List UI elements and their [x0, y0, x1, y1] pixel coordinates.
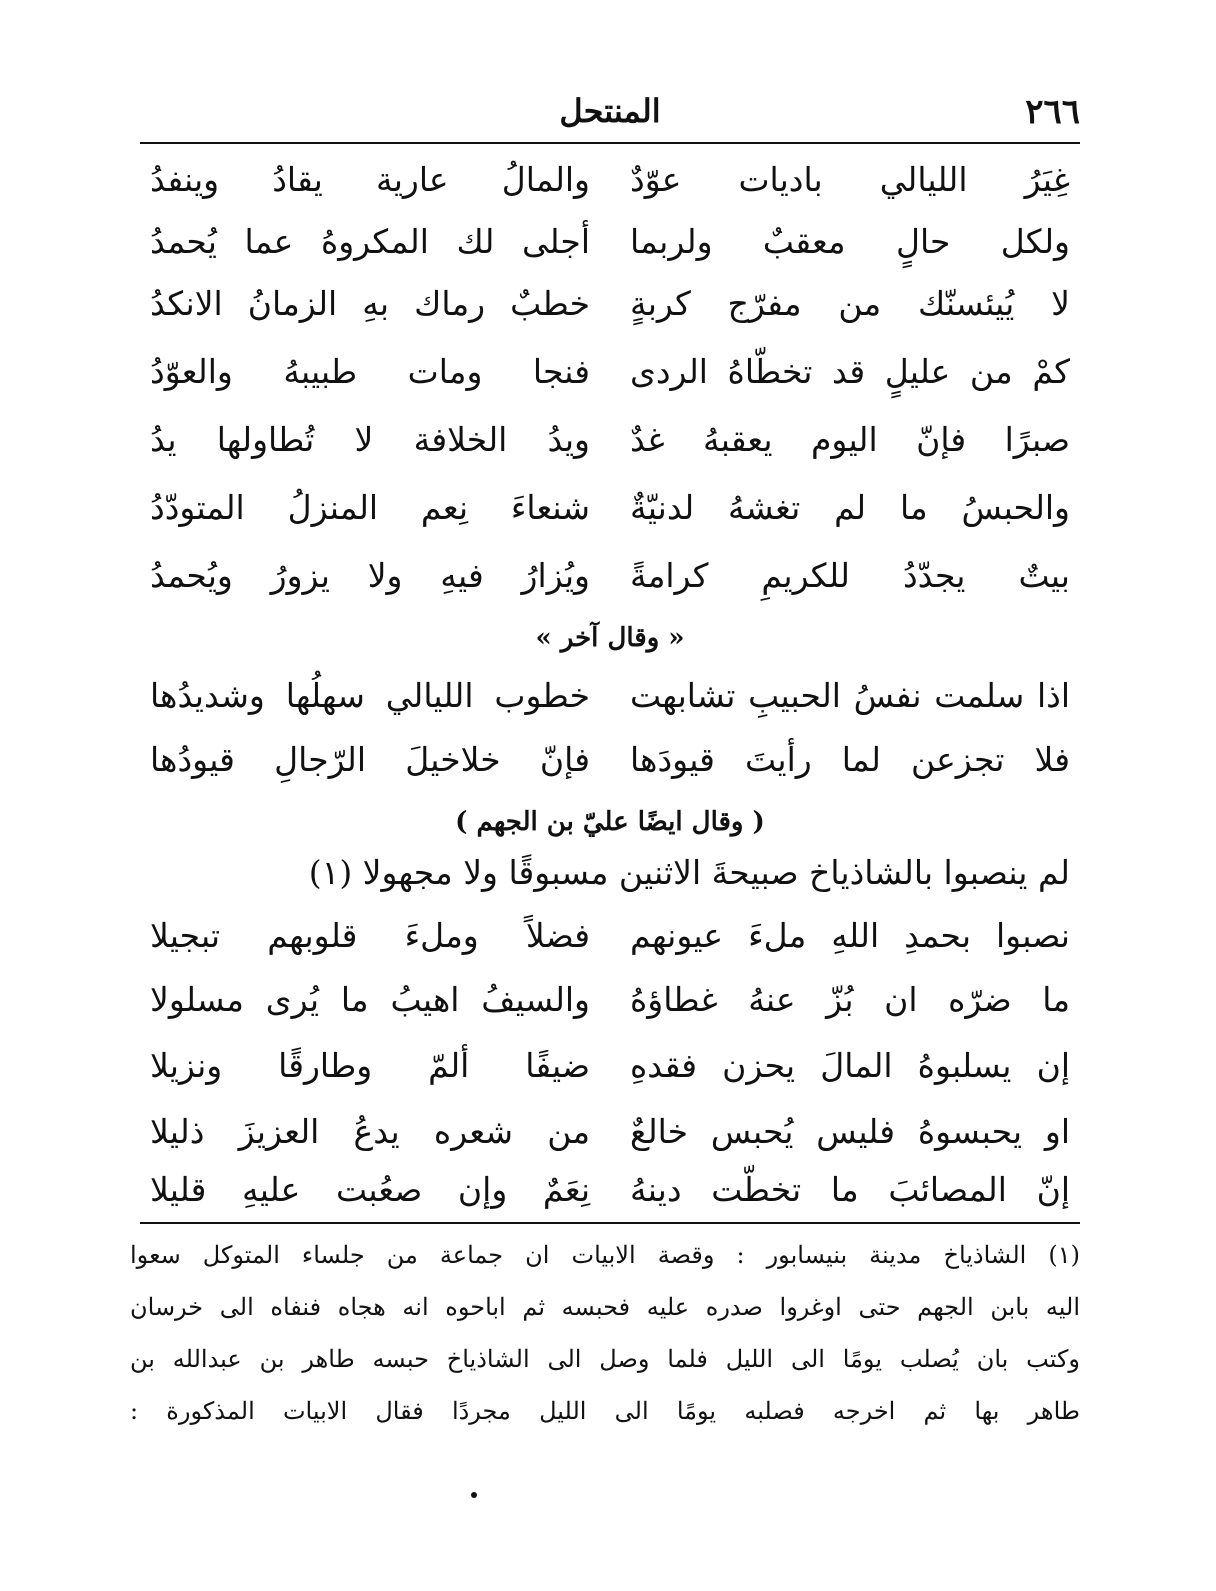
verse-line — [150, 274, 1070, 334]
second-hemistich: شنعاءَ نِعم المنزلُ المتودّدُ — [150, 488, 590, 527]
second-hemistich: ويدُ الخلافة لا تُطاولها يدُ — [150, 420, 590, 459]
second-hemistich: من شعره يدعُ العزيزَ ذليلا — [150, 1112, 590, 1151]
footnote-line: طاهر بها ثم اخرجه فصلبه يومًا الى الليل مجردًا فقال الابيات المذكورة : — [130, 1397, 1080, 1425]
first-hemistich: بيتٌ يجدّدُ للكريمِ كرامةً — [630, 556, 1070, 595]
verse-line — [150, 1036, 1070, 1096]
second-hemistich: والمالُ عارية يقادُ وينفدُ — [150, 160, 590, 199]
first-hemistich: صبرًا فإنّ اليوم يعقبهُ غدٌ — [630, 420, 1070, 459]
single-line-verse: لم ينصبوا بالشاذياخ صبيحةَ الاثنين مسبوقًا ولا مجهولا (١) — [308, 853, 1070, 892]
page-header — [140, 92, 1080, 142]
verse-line — [150, 478, 1070, 538]
verse-line — [150, 1102, 1070, 1162]
second-hemistich: فإنّ خلاخيلَ الرّجالِ قيودُها — [150, 740, 590, 779]
footnote-line: (١) الشاذياخ مدينة بنيسابور : وقصة الابيات ان جماعة من جلساء المتوكل سعوا — [130, 1241, 1080, 1269]
first-hemistich: او يحبسوهُ فليس يُحبس خالعٌ — [630, 1112, 1070, 1151]
second-hemistich: والسيفُ اهيبُ ما يُرى مسلولا — [150, 980, 590, 1019]
second-hemistich: خطوب الليالي سهلُها وشديدُها — [150, 676, 590, 715]
second-hemistich: ضيفًا ألمّ وطارقًا ونزيلا — [150, 1046, 590, 1085]
footnote-line: وكتب بان يُصلب يومًا الى الليل فلما وصل الى الشاذياخ حبسه طاهر بن عبدالله بن — [130, 1345, 1081, 1373]
footnote-line: اليه بابن الجهم حتى اوغروا صدره عليه فحبسه ثم اباحوه انه هجاه فنفاه الى خرسان — [130, 1293, 1080, 1321]
second-hemistich: فضلاً وملءَ قلوبهم تبجيلا — [150, 916, 590, 955]
verse-line — [150, 410, 1070, 470]
footnote-rule — [140, 1222, 1080, 1224]
first-hemistich: والحبسُ ما لم تغشهُ لدنيّةٌ — [630, 488, 1070, 527]
section-heading: ( وقال ايضًا عليّ بن الجهم ) — [455, 807, 765, 837]
running-title: المنتحل — [559, 92, 661, 130]
verse-line — [150, 970, 1070, 1030]
first-hemistich: كمْ من عليلٍ قد تخطّاهُ الردى — [630, 352, 1070, 391]
second-hemistich: خطبٌ رماك بهِ الزمانُ الانكدُ — [150, 284, 590, 323]
verse-line — [150, 1160, 1070, 1220]
first-hemistich: نصبوا بحمدِ اللهِ ملءَ عيونهم — [630, 916, 1070, 955]
verse-line — [150, 212, 1070, 272]
first-hemistich: إن يسلبوهُ المالَ يحزن فقدهِ — [630, 1046, 1070, 1085]
verse-line — [150, 150, 1070, 210]
verse-line — [150, 342, 1070, 402]
print-speck — [471, 1492, 477, 1498]
first-hemistich: ما ضرّه ان بُزّ عنهُ غطاؤهُ — [630, 980, 1070, 1019]
verse-line — [150, 666, 1070, 726]
second-hemistich: ويُزارُ فيهِ ولا يزورُ ويُحمدُ — [150, 556, 590, 595]
verse-line — [150, 546, 1070, 606]
first-hemistich: غِيَرُ الليالي باديات عوّدٌ — [630, 160, 1070, 199]
first-hemistich: لا يُيئسنّك من مفرّج كربةٍ — [630, 284, 1070, 323]
first-hemistich: اذا سلمت نفسُ الحبيبِ تشابهت — [630, 676, 1070, 715]
section-heading: « وقال آخر » — [535, 623, 685, 653]
first-hemistich: فلا تجزعن لما رأيتَ قيودَها — [630, 740, 1070, 779]
verse-line — [150, 906, 1070, 966]
second-hemistich: نِعَمٌ وإن صعُبت عليهِ قليلا — [150, 1170, 590, 1209]
header-rule — [140, 142, 1080, 144]
first-hemistich: ولكل حالٍ معقبٌ ولربما — [630, 222, 1070, 261]
first-hemistich: إنّ المصائبَ ما تخطّت دينهُ — [630, 1170, 1070, 1209]
verse-line — [150, 730, 1070, 790]
second-hemistich: فنجا ومات طبيبهُ والعوّدُ — [150, 352, 590, 391]
page-number: ٢٦٦ — [1025, 92, 1080, 132]
second-hemistich: أجلى لك المكروهُ عما يُحمدُ — [150, 222, 590, 261]
